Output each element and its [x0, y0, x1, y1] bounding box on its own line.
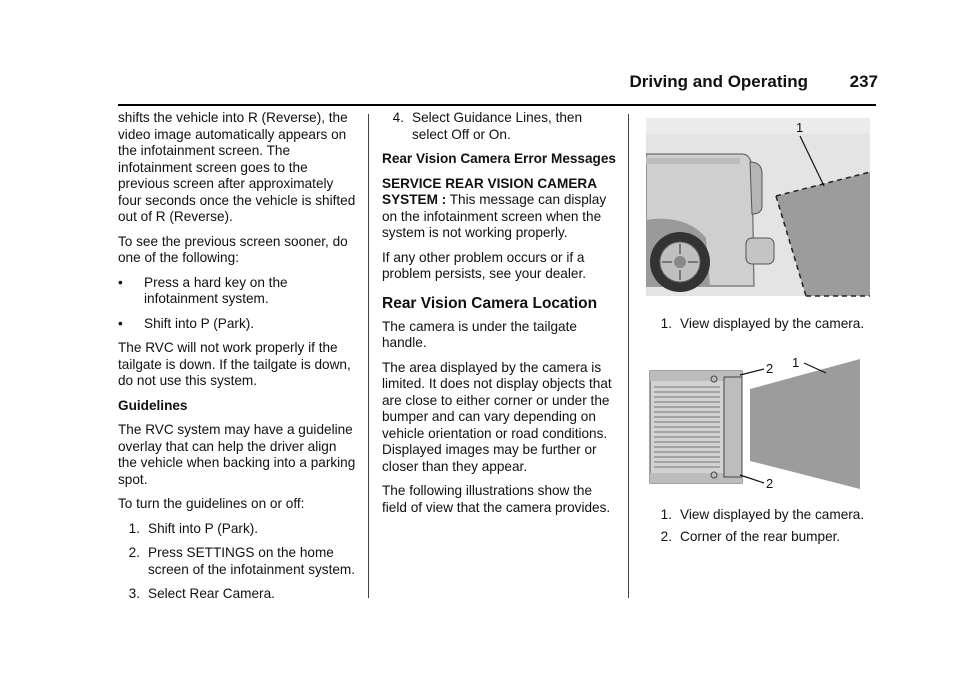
paragraph: The following illustrations show the field of view that the camera provides. — [382, 483, 611, 515]
list-item — [118, 316, 356, 333]
page-number: 237 — [849, 72, 878, 91]
column-2 — [382, 110, 616, 524]
list-item: 3. Select Rear Camera. — [128, 586, 275, 601]
paragraph: If any other problem occurs or if a problem persists, see your dealer. — [382, 249, 587, 281]
paragraph: The RVC system may have a guideline overlay that can help the driver align the vehicle when backing into a parking spot. — [118, 422, 356, 487]
figure-caption: 1. View displayed by the camera. — [660, 316, 865, 331]
error-messages-heading: Rear Vision Camera Error Messages — [382, 151, 616, 166]
paragraph: To see the previous screen sooner, do one of the following: — [118, 233, 348, 265]
paragraph: To turn the guidelines on or off: — [118, 496, 305, 511]
column-3 — [646, 110, 874, 552]
paragraph: SERVICE REAR VISION CAMERA SYSTEM : This message can display on the infotainment screen when the system is not working properly. — [382, 175, 607, 240]
list-item: 1. Shift into P (Park). — [128, 520, 259, 536]
column-divider-1 — [368, 114, 369, 598]
figure-caption: 2. Corner of the rear bumper. — [660, 529, 841, 544]
bullet-text: Press a hard key on the infotainment system. — [144, 274, 288, 306]
header-rule — [118, 104, 876, 106]
paragraph: The area displayed by the camera is limited. It does not display objects that are close to either corner or under the bumper and can vary depending on vehicle orientation or road conditions. Displayed images may be further or closer than they appear. — [382, 359, 612, 474]
paragraph: The RVC will not work properly if the tailgate is down. If the tailgate is down, do not use this system. — [118, 340, 351, 388]
column-1 — [118, 110, 356, 611]
callout-label: 2 — [766, 360, 774, 376]
callout-label: 1 — [796, 120, 804, 135]
bullet-mark: • — [118, 274, 123, 290]
bullet-mark: • — [118, 315, 123, 331]
list-item — [118, 275, 356, 308]
page-header — [118, 72, 878, 94]
list-item: 2. Press SETTINGS on the home screen of the infotainment system. — [128, 545, 356, 577]
rear-camera-view-illustration — [646, 110, 872, 300]
guidelines-heading: Guidelines — [118, 397, 188, 413]
column-divider-2 — [628, 114, 629, 598]
figure-caption: 1. View displayed by the camera. — [660, 506, 865, 522]
list-item: 4. Select Guidance Lines, then select Off or On. — [392, 110, 583, 142]
section-title: Driving and Operating — [629, 72, 808, 91]
paragraph: The camera is under the tailgate handle. — [382, 318, 577, 350]
rear-bumper-top-view-illustration — [646, 349, 872, 489]
callout-label: 2 — [766, 475, 774, 489]
callout-label: 1 — [792, 354, 800, 370]
bullet-text: Shift into P (Park). — [144, 315, 255, 331]
service-message-label: SERVICE REAR VISION CAMERA SYSTEM : — [382, 175, 597, 207]
camera-location-heading: Rear Vision Camera Location — [382, 294, 598, 312]
paragraph: shifts the vehicle into R (Reverse), the video image automatically appears on the infotainment screen. The infotainment screen goes to the previous screen after approximately four seconds once the vehicle is shifted out of R (Reverse). — [118, 110, 356, 224]
